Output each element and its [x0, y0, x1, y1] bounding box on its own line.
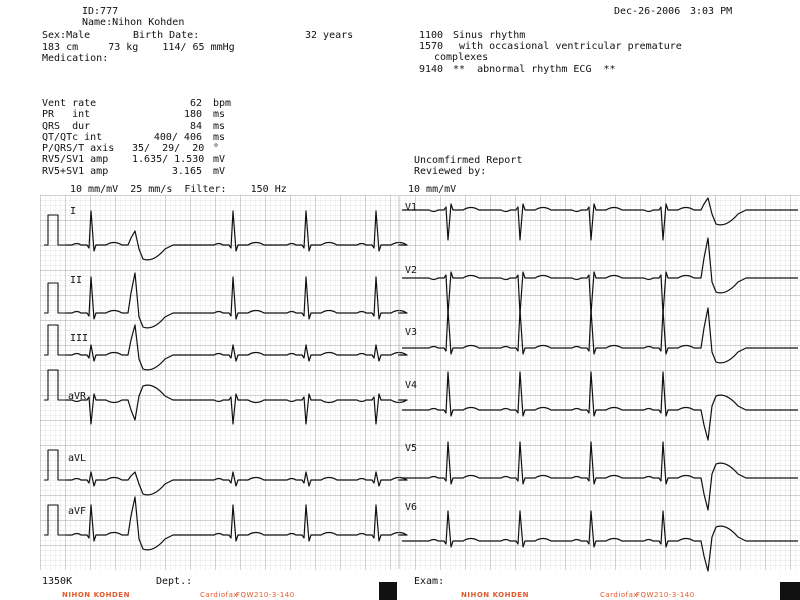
reviewed-by: Reviewed by:: [414, 166, 487, 177]
lead-label: V5: [405, 443, 418, 454]
patient-body-vitals: 183 cm 73 kg 114/ 65 mmHg: [42, 42, 235, 53]
paper-model: FQW210-3-140: [236, 591, 295, 599]
interpretation-text: ** abnormal rhythm ECG **: [453, 64, 616, 75]
lead-label: V1: [405, 202, 418, 213]
lead-label: V2: [405, 265, 418, 276]
measurement-unit: ms: [213, 109, 226, 120]
ecg-lead-trace: [402, 372, 798, 440]
measurement-value: 400/ 406: [153, 132, 202, 143]
page-marker: [780, 582, 800, 600]
ecg-lead-trace: [66, 472, 407, 495]
measurement-unit: bpm: [213, 98, 232, 109]
patient-birth-date: Birth Date:: [133, 30, 200, 41]
measurement-label: RV5+SV1 amp: [42, 166, 109, 177]
lead-label: V4: [405, 380, 418, 391]
ecg-lead-trace: [66, 497, 407, 550]
paper-model: FQW210-3-140: [636, 591, 695, 599]
measurement-value: 35/ 29/ 20: [132, 143, 205, 154]
ecg-lead-trace: [66, 385, 407, 424]
paper-brand: Cardiofax: [600, 591, 638, 599]
measurement-label: RV5/SV1 amp: [42, 154, 109, 165]
interpretation-code: 9140: [419, 64, 444, 75]
calibration-pulse: [44, 505, 70, 535]
patient-id: ID:777: [82, 6, 119, 17]
measurement-label: Vent rate: [42, 98, 97, 109]
paper-brand: Cardiofax: [200, 591, 238, 599]
measurement-value: 84: [189, 121, 202, 132]
patient-age: 32 years: [305, 30, 354, 41]
footer-code: 1350K: [42, 576, 73, 587]
record-time: 3:03 PM: [690, 6, 733, 17]
lead-label: aVF: [68, 506, 87, 517]
recording-settings-left: 10 mm/mV 25 mm/s Filter: 150 Hz: [70, 184, 287, 195]
measurement-label: QRS dur: [42, 121, 91, 132]
ecg-lead-trace: [66, 211, 407, 260]
calibration-pulse: [44, 450, 70, 480]
measurement-unit: ms: [213, 121, 226, 132]
measurement-label: QT/QTc int: [42, 132, 103, 143]
interpretation-code: 1570: [419, 41, 444, 52]
lead-label: aVR: [68, 391, 87, 402]
patient-name: Name:Nihon Kohden: [82, 17, 185, 28]
ecg-lead-trace: [402, 308, 798, 363]
recording-settings-right: 10 mm/mV: [408, 184, 457, 195]
measurement-unit: ms: [213, 132, 226, 143]
measurement-value: 3.165: [171, 166, 202, 177]
ecg-lead-trace: [402, 238, 798, 314]
interpretation-text: with occasional ventricular premature: [453, 41, 682, 52]
brand-logo: NIHON KOHDEN: [461, 591, 529, 599]
record-date: Dec-26-2006: [614, 6, 681, 17]
lead-label: aVL: [68, 453, 87, 464]
lead-label: II: [70, 275, 83, 286]
calibration-pulse: [44, 215, 70, 245]
lead-label: I: [70, 206, 77, 217]
ecg-lead-trace: [66, 325, 407, 370]
ecg-lead-trace: [402, 511, 798, 571]
measurement-label: P/QRS/T axis: [42, 143, 115, 154]
interpretation-text: Sinus rhythm: [453, 30, 526, 41]
report-status: Uncomfirmed Report: [414, 155, 523, 166]
measurement-value: 1.635/ 1.530: [132, 154, 205, 165]
patient-medication: Medication:: [42, 53, 109, 64]
brand-logo: NIHON KOHDEN: [62, 591, 130, 599]
interpretation-code: 1100: [419, 30, 444, 41]
footer-exam: Exam:: [414, 576, 445, 587]
ecg-lead-trace: [66, 273, 407, 328]
calibration-pulse: [44, 283, 70, 313]
measurement-value: 62: [189, 98, 202, 109]
measurement-label: PR int: [42, 109, 91, 120]
measurement-unit: mV: [213, 154, 226, 165]
lead-label: III: [70, 333, 89, 344]
calibration-pulse: [44, 370, 70, 400]
measurement-value: 180: [183, 109, 202, 120]
lead-label: V3: [405, 327, 418, 338]
page-marker: [379, 582, 397, 600]
footer-dept: Dept.:: [156, 576, 193, 587]
lead-label: V6: [405, 502, 418, 513]
ecg-lead-trace: [402, 198, 798, 240]
interpretation-text: complexes: [434, 52, 489, 63]
calibration-pulse: [44, 325, 70, 355]
patient-sex: Sex:Male: [42, 30, 91, 41]
measurement-unit: mV: [213, 166, 226, 177]
ecg-lead-trace: [402, 442, 798, 510]
measurement-unit: °: [213, 143, 220, 154]
